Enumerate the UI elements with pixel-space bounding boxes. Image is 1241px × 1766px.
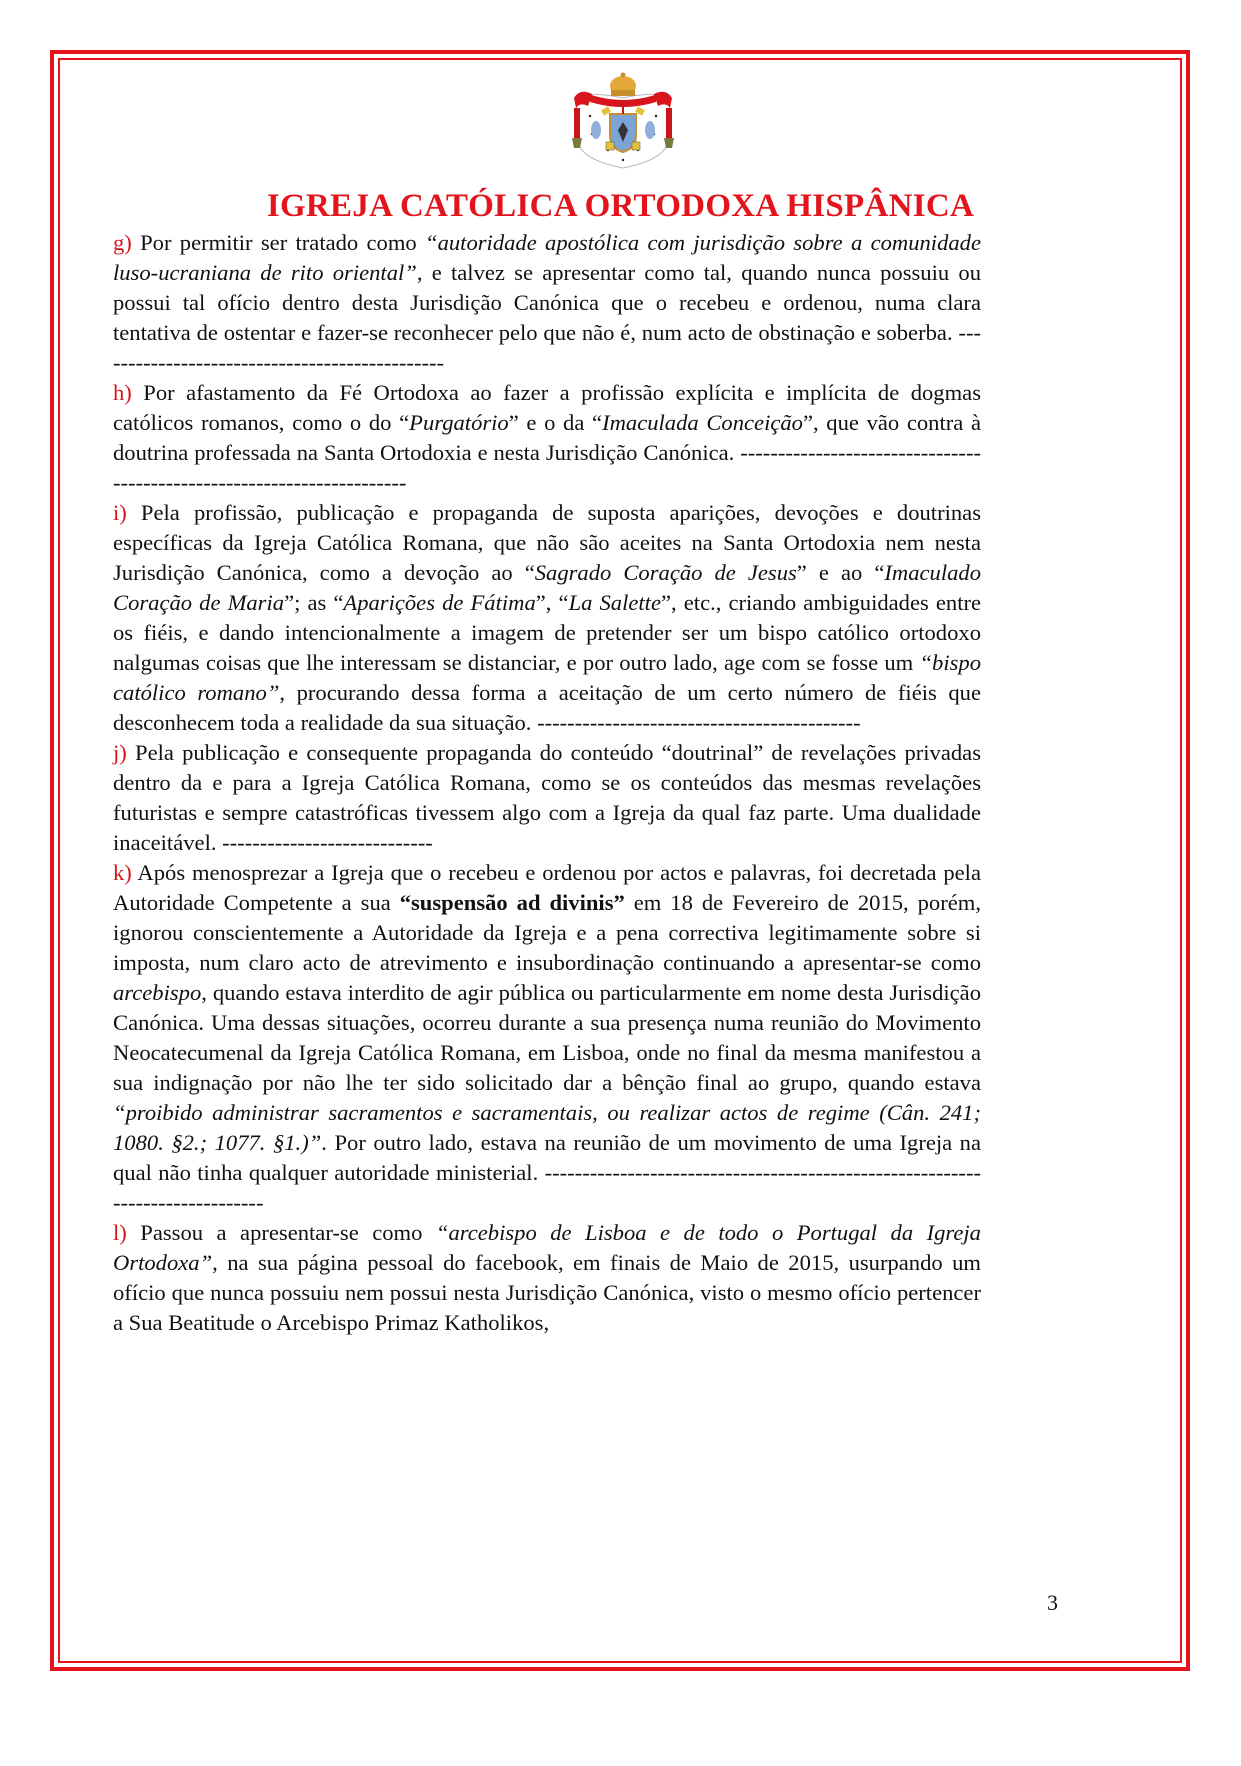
item-letter: l) (113, 1220, 127, 1245)
page-title: IGREJA CATÓLICA ORTODOXA HISPÂNICA (266, 188, 975, 224)
item-letter: k) (113, 860, 132, 885)
item-letter: j) (113, 740, 127, 765)
text-segment: Pela publicação e consequente propaganda do conteúdo “doutrinal” de revelações privadas dentro da e para a Igreja Católica Romana, como se os conteúdos das mesmas revelações futuristas e sempre catastróficas tivessem algo com a Igreja da qual faz parte. Uma dualidade inaceitável. (113, 740, 981, 855)
text-segment: . Por outro lado, estava na reunião de um movimento de uma Igreja na qual não tinha qualquer autoridade ministerial. (113, 1130, 982, 1185)
text-segment: em 18 de Fevereiro de 2015, porém, ignorou conscientemente a Autoridade da Igreja e a pena correctiva legitimamente sobre si imposta, num claro acto de atrevimento e insubordinação continuando a apresentar-se como (113, 890, 981, 975)
text-segment: ”; as “ (284, 590, 344, 615)
italic-quote: Sagrado Coração de Jesus (534, 560, 797, 585)
crest-graphic (568, 72, 678, 172)
italic-quote: “proibido administrar sacramentos e sacramentais, ou realizar actos de regime (Cân. 241; 1080. §2.; 1077. §1.)” (113, 1100, 981, 1155)
text-segment: ----------------------------------------------- (113, 320, 981, 375)
paragraph-item-k (113, 858, 981, 1218)
text-segment: ”, “ (535, 590, 569, 615)
text-segment: ------------------------------------------- (537, 710, 861, 735)
italic-quote: Aparições de Fátima (343, 590, 536, 615)
text-segment: ”, que vão contra à doutrina professada na Santa Ortodoxia e nesta Jurisdição Canónica. (113, 410, 981, 465)
text-segment: , e talvez se apresentar como tal, quando nunca possuiu ou possui tal ofício dentro desta Jurisdição Canónica que o recebeu e ordenou, numa clara tentativa de ostentar e fazer-se reconhecer pelo que não é, num acto de obstinação e soberba. (113, 260, 981, 345)
bold-emphasis: “suspensão ad divinis” (399, 890, 625, 915)
text-segment: , quando estava interdito de agir pública ou particularmente em nome desta Jurisdição Canónica. Uma dessas situações, ocorreu durante a sua presença numa reunião do Movimento Neocatecumenal da Igreja Católica Romana, em Lisboa, onde no final da mesma manifestou a sua indignação por não lhe ter sido solicitado dar a bênção final ao grupo, quando estava (113, 980, 981, 1095)
paragraph-item-h (113, 378, 981, 498)
coat-of-arms-icon (568, 72, 678, 172)
italic-quote: Purgatório (409, 410, 509, 435)
paragraph-item-i (113, 498, 981, 738)
italic-quote: La Salette (568, 590, 661, 615)
paragraph-item-j (113, 738, 981, 858)
item-letter: g) (113, 230, 132, 255)
italic-quote: Imaculada Conceição (602, 410, 803, 435)
text-segment: ” e ao “ (796, 560, 885, 585)
paragraph-item-g (113, 228, 981, 378)
text-segment: Por permitir ser tratado como (131, 230, 426, 255)
item-letter: h) (113, 380, 132, 405)
text-segment: ------------------------------------------------------------------------------ (113, 1160, 981, 1215)
text-segment: Pela profissão, publicação e propaganda de suposta aparições, devoções e doutrinas específicas da Igreja Católica Romana, que não são aceites na Santa Ortodoxia nem nesta Jurisdição Canónica, como a devoção ao “ (113, 500, 981, 585)
italic-quote: Imaculado Coração de Maria (113, 560, 981, 615)
text-segment: , na sua página pessoal do facebook, em finais de Maio de 2015, usurpando um ofício que nunca possuiu nem possui nesta Jurisdição Canónica, visto o mesmo ofício pertencer a Sua Beatitude o Arcebispo Primaz Katholikos, (113, 1250, 981, 1335)
italic-quote: “bispo católico romano” (113, 650, 981, 705)
text-segment: ---------------------------- (222, 830, 433, 855)
text-segment: Após menosprezar a Igreja que o recebeu e ordenou por actos e palavras, foi decretada pela Autoridade Competente a sua (113, 860, 981, 915)
document-body (113, 228, 981, 1338)
text-segment: Por afastamento da Fé Ortodoxa ao fazer a profissão explícita e implícita de dogmas católicos romanos, como o do “ (113, 380, 981, 435)
italic-quote: “autoridade apostólica com jurisdição sobre a comunidade luso-ucraniana de rito oriental” (113, 230, 981, 285)
italic-quote: arcebispo (113, 980, 202, 1005)
text-segment: ----------------------------------------------------------------------- (113, 440, 981, 495)
text-segment: ”, etc., criando ambiguidades entre os fiéis, e dando intencionalmente a imagem de pretender ser um bispo católico ortodoxo nalgumas coisas que lhe interessam se distanciar, e por outro lado, age com se fosse um (113, 590, 982, 675)
text-segment: ” e o da “ (508, 410, 603, 435)
item-letter: i) (113, 500, 127, 525)
page-number: 3 (1047, 1590, 1058, 1615)
paragraph-item-l (113, 1218, 981, 1338)
text-segment: Passou a apresentar-se como (126, 1220, 436, 1245)
text-segment: , procurando dessa forma a aceitação de um certo número de fiéis que desconhecem toda a realidade da sua situação. (113, 680, 982, 735)
italic-quote: “arcebispo de Lisboa e de todo o Portugal da Igreja Ortodoxa” (113, 1220, 981, 1275)
